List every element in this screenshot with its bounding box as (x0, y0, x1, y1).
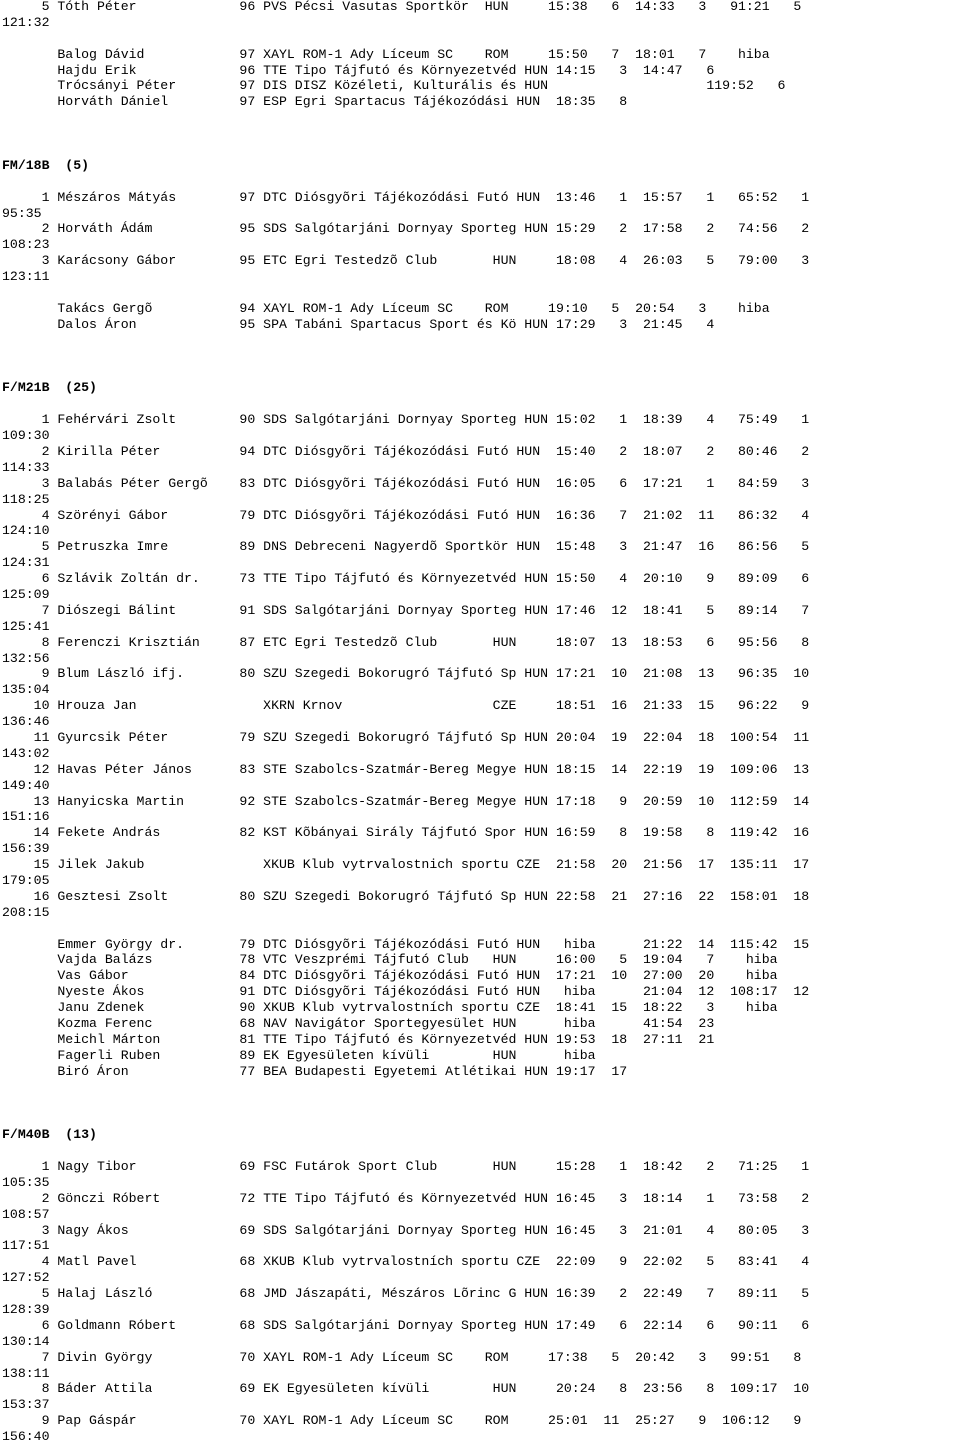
result-line: 105:35 (2, 1174, 50, 1190)
result-line: 3 Nagy Ákos 69 SDS Salgótarjáni Dornyay Sporteg HUN 16:45 3 21:01 4 80:05 3 (2, 1222, 810, 1238)
result-line: 108:23 (2, 237, 50, 253)
result-line: 13 Hanyicska Martin 92 STE Szabolcs-Szatmár-Bereg Megye HUN 17:18 9 20:59 10 112:59 14 (2, 793, 810, 809)
result-line: Trócsányi Péter 97 DIS DISZ Közéleti, Kulturális és HUN 119:52 6 (2, 78, 786, 94)
result-line: 14 Fekete András 82 KST Kõbányai Sirály Tájfutó Spor HUN 16:59 8 19:58 8 119:42 16 (2, 825, 810, 841)
result-line: 127:52 (2, 1270, 50, 1286)
result-line: 117:51 (2, 1238, 50, 1254)
result-line: 4 Matl Pavel 68 XKUB Klub vytrvalostních sportu CZE 22:09 9 22:02 5 83:41 4 (2, 1254, 810, 1270)
result-line: 3 Balabás Péter Gergõ 83 DTC Diósgyõri Tájékozódási Futó HUN 16:05 6 17:21 1 84:59 3 (2, 475, 810, 491)
result-line: 138:11 (2, 1365, 50, 1381)
result-line: 179:05 (2, 872, 50, 888)
result-line: 5 Petruszka Imre 89 DNS Debreceni Nagyerdõ Sportkör HUN 15:48 3 21:47 16 86:56 5 (2, 539, 810, 555)
result-line: Dalos Áron 95 SPA Tabáni Spartacus Sport és Kö HUN 17:29 3 21:45 4 (2, 316, 715, 332)
result-line: 123:11 (2, 269, 50, 285)
result-line: 1 Fehérvári Zsolt 90 SDS Salgótarjáni Dornyay Sporteg HUN 15:02 1 18:39 4 75:49 1 (2, 412, 810, 428)
blank-line (2, 333, 960, 349)
result-line: 135:04 (2, 682, 50, 698)
blank-line (2, 1143, 960, 1159)
result-line: 125:09 (2, 586, 50, 602)
result-line: 151:16 (2, 809, 50, 825)
result-line: Vas Gábor 84 DTC Diósgyõri Tájékozódási Futó HUN 17:21 10 27:00 20 hiba (2, 968, 778, 984)
result-line: 156:39 (2, 841, 50, 857)
result-line: Balog Dávid 97 XAYL ROM-1 Ady Líceum SC ROM 15:50 7 18:01 7 hiba (2, 46, 770, 62)
result-line: 153:37 (2, 1397, 50, 1413)
result-line: 124:10 (2, 523, 50, 539)
result-line: 114:33 (2, 459, 50, 475)
result-line: 7 Divin György 70 XAYL ROM-1 Ady Líceum SC ROM 17:38 5 20:42 3 99:51 8 (2, 1349, 802, 1365)
result-line: 124:31 (2, 555, 50, 571)
result-line: 208:15 (2, 904, 50, 920)
result-line: Meichl Márton 81 TTE Tipo Tájfutó és Környezetvéd HUN 19:53 18 27:11 21 (2, 1031, 715, 1047)
result-line: 7 Diószegi Bálint 91 SDS Salgótarjáni Dornyay Sporteg HUN 17:46 12 18:41 5 89:14 7 (2, 602, 810, 618)
result-line: Takács Gergõ 94 XAYL ROM-1 Ady Líceum SC ROM 19:10 5 20:54 3 hiba (2, 300, 770, 316)
results-document (2, 0, 960, 1445)
category-header: FM/18B (5) (2, 157, 90, 173)
result-line: 2 Horváth Ádám 95 SDS Salgótarjáni Dornyay Sporteg HUN 15:29 2 17:58 2 74:56 2 (2, 221, 810, 237)
result-line: 6 Szlávik Zoltán dr. 73 TTE Tipo Tájfutó és Környezetvéd HUN 15:50 4 20:10 9 89:09 6 (2, 571, 810, 587)
result-line: Biró Áron 77 BEA Budapesti Egyetemi Atlétikai HUN 19:17 17 (2, 1063, 628, 1079)
result-line: 8 Ferenczi Krisztián 87 ETC Egri Testedzõ Club HUN 18:07 13 18:53 6 95:56 8 (2, 634, 810, 650)
blank-line (2, 349, 960, 365)
result-line: 143:02 (2, 745, 50, 761)
result-line: 16 Gesztesi Zsolt 80 SZU Szegedi Bokorugró Tájfutó Sp HUN 22:58 21 27:16 22 158:01 18 (2, 888, 810, 904)
blank-line (2, 364, 960, 380)
result-line: 3 Karácsony Gábor 95 ETC Egri Testedzõ Club HUN 18:08 4 26:03 5 79:00 3 (2, 253, 810, 269)
blank-line (2, 285, 960, 301)
result-line: 95:35 (2, 205, 42, 221)
result-line: 149:40 (2, 777, 50, 793)
result-line: 2 Kirilla Péter 94 DTC Diósgyõri Tájékozódási Futó HUN 15:40 2 18:07 2 80:46 2 (2, 443, 810, 459)
blank-line (2, 110, 960, 126)
result-line: 9 Blum László ifj. 80 SZU Szegedi Bokorugró Tájfutó Sp HUN 17:21 10 21:08 13 96:35 10 (2, 666, 810, 682)
result-line: 1 Nagy Tibor 69 FSC Futárok Sport Club HUN 15:28 1 18:42 2 71:25 1 (2, 1159, 810, 1175)
blank-line (2, 142, 960, 158)
result-line: 1 Mészáros Mátyás 97 DTC Diósgyõri Tájékozódási Futó HUN 13:46 1 15:57 1 65:52 1 (2, 189, 810, 205)
result-line: 121:32 (2, 14, 50, 30)
blank-line (2, 396, 960, 412)
result-line: 132:56 (2, 650, 50, 666)
result-line: 11 Gyurcsik Péter 79 SZU Szegedi Bokorugró Tájfutó Sp HUN 20:04 19 22:04 18 100:54 11 (2, 729, 810, 745)
result-line: 130:14 (2, 1333, 50, 1349)
result-line: 118:25 (2, 491, 50, 507)
result-line: 128:39 (2, 1302, 50, 1318)
result-line: 15 Jilek Jakub XKUB Klub vytrvalostnich sportu CZE 21:58 20 21:56 17 135:11 17 (2, 857, 810, 873)
result-line: 12 Havas Péter János 83 STE Szabolcs-Szatmár-Bereg Megye HUN 18:15 14 22:19 19 109:06 13 (2, 761, 810, 777)
result-line: Emmer György dr. 79 DTC Diósgyõri Tájékozódási Futó HUN hiba 21:22 14 115:42 15 (2, 936, 810, 952)
result-line: 109:30 (2, 428, 50, 444)
category-header: F/M21B (25) (2, 380, 97, 396)
result-line: 125:41 (2, 618, 50, 634)
result-line: 5 Tóth Péter 96 PVS Pécsi Vasutas Sportkör HUN 15:38 6 14:33 3 91:21 5 (2, 0, 802, 14)
result-line: Vajda Balázs 78 VTC Veszprémi Tájfutó Club HUN 16:00 5 19:04 7 hiba (2, 952, 778, 968)
result-line: 108:57 (2, 1206, 50, 1222)
blank-line (2, 921, 960, 937)
result-line: 156:40 (2, 1429, 50, 1445)
blank-line (2, 1080, 960, 1096)
blank-line (2, 126, 960, 142)
result-line: 2 Gönczi Róbert 72 TTE Tipo Tájfutó és Környezetvéd HUN 16:45 3 18:14 1 73:58 2 (2, 1190, 810, 1206)
blank-line (2, 174, 960, 190)
category-header: F/M40B (13) (2, 1127, 97, 1143)
result-line: Nyeste Ákos 91 DTC Diósgyõri Tájékozódási Futó HUN hiba 21:04 12 108:17 12 (2, 984, 810, 1000)
result-line: Fagerli Ruben 89 EK Egyesületen kívüli HUN hiba (2, 1047, 596, 1063)
result-line: Hajdu Erik 96 TTE Tipo Tájfutó és Környezetvéd HUN 14:15 3 14:47 6 (2, 62, 715, 78)
result-line: 6 Goldmann Róbert 68 SDS Salgótarjáni Dornyay Sporteg HUN 17:49 6 22:14 6 90:11 6 (2, 1317, 810, 1333)
result-line: 9 Pap Gáspár 70 XAYL ROM-1 Ady Líceum SC ROM 25:01 11 25:27 9 106:12 9 (2, 1413, 802, 1429)
blank-line (2, 31, 960, 47)
result-line: 8 Báder Attila 69 EK Egyesületen kívüli HUN 20:24 8 23:56 8 109:17 10 (2, 1381, 810, 1397)
result-line: Janu Zdenek 90 XKUB Klub vytrvalostních sportu CZE 18:41 15 18:22 3 hiba (2, 1000, 778, 1016)
result-line: 4 Szörényi Gábor 79 DTC Diósgyõri Tájékozódási Futó HUN 16:36 7 21:02 11 86:32 4 (2, 507, 810, 523)
blank-line (2, 1095, 960, 1111)
result-line: Kozma Ferenc 68 NAV Navigátor Sportegyesület HUN hiba 41:54 23 (2, 1016, 715, 1031)
blank-line (2, 1111, 960, 1127)
result-line: 10 Hrouza Jan XKRN Krnov CZE 18:51 16 21:33 15 96:22 9 (2, 698, 810, 714)
result-line: 5 Halaj László 68 JMD Jászapáti, Mészáros Lõrinc G HUN 16:39 2 22:49 7 89:11 5 (2, 1286, 810, 1302)
result-line: 136:46 (2, 714, 50, 730)
result-line: Horváth Dániel 97 ESP Egri Spartacus Tájékozódási HUN 18:35 8 (2, 94, 628, 110)
